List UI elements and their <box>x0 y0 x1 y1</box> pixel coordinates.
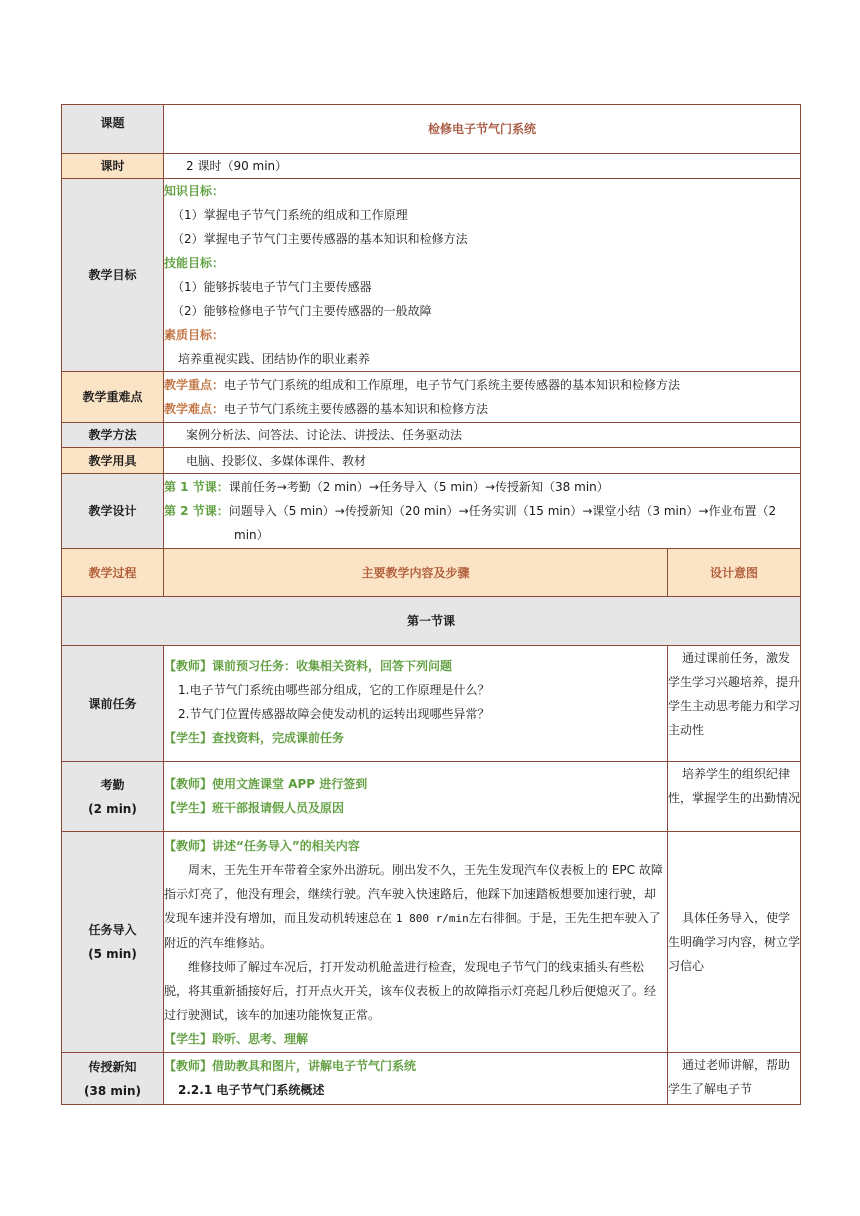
hard-title: 教学难点： <box>164 402 225 416</box>
process-header-col3: 设计意图 <box>668 549 801 597</box>
teacher-note: 【教师】讲述“任务导入”的相关内容 <box>164 839 360 853</box>
new-knowledge-intent: 通过老师讲解，帮助学生了解电子节 <box>668 1053 801 1105</box>
attendance-intent: 培养学生的组织纪律性，掌握学生的出勤情况 <box>668 762 801 832</box>
lesson2-text: 问题导入（5 min）→传授新知（20 min）→任务实训（15 min）→课堂小结（3 min）→作业布置（2 min） <box>228 504 777 542</box>
topic-label: 课题 <box>62 105 164 154</box>
question-item: 2.节气门位置传感器故障会使发动机的运转出现哪些异常？ <box>178 707 490 721</box>
lesson1-text: 课前任务→考勤（2 min）→任务导入（5 min）→传授新知（38 min） <box>228 480 609 494</box>
skill-item: （1）能够拆装电子节气门主要传感器 <box>172 280 372 294</box>
teacher-note: 【教师】借助教具和图片，讲解电子节气门系统 <box>164 1059 417 1073</box>
lesson2-title: 第 2 节课： <box>164 504 229 518</box>
difficulty-label: 教学重难点 <box>62 372 164 423</box>
method-label: 教学方法 <box>62 423 164 448</box>
design-label: 教学设计 <box>62 474 164 549</box>
key-text: 电子节气门系统的组成和工作原理，电子节气门系统主要传感器的基本知识和检修方法 <box>224 378 681 392</box>
hours-label: 课时 <box>62 154 164 179</box>
process-header-col2: 主要教学内容及步骤 <box>164 549 668 597</box>
teacher-note: 【教师】课前预习任务：收集相关资料，回答下列问题 <box>164 659 453 673</box>
objectives-content <box>164 179 801 372</box>
teacher-note: 【教师】使用文旌课堂 APP 进行签到 <box>164 777 368 791</box>
task-intro-label: 任务导入 (5 min) <box>62 832 164 1053</box>
lesson1-title: 第 1 节课： <box>164 480 229 494</box>
section-heading: 第一节课 <box>62 597 801 646</box>
objectives-label: 教学目标 <box>62 179 164 372</box>
attendance-content <box>164 762 668 832</box>
attendance-label: 考勤 (2 min) <box>62 762 164 832</box>
knowledge-item: （1）掌握电子节气门系统的组成和工作原理 <box>172 208 408 222</box>
difficulty-content <box>164 372 801 423</box>
page-title: 检修电子节气门系统 <box>164 105 801 154</box>
student-note: 【学生】查找资料，完成课前任务 <box>164 731 345 745</box>
hard-text: 电子节气门系统主要传感器的基本知识和检修方法 <box>224 402 489 416</box>
skill-title: 技能目标： <box>164 256 225 270</box>
pre-task-content <box>164 646 668 762</box>
key-title: 教学重点： <box>164 378 225 392</box>
question-item: 1.电子节气门系统由哪些部分组成，它的工作原理是什么？ <box>178 683 490 697</box>
tools-label: 教学用具 <box>62 448 164 474</box>
task-intro-intent: 具体任务导入，使学生明确学习内容，树立学习信心 <box>668 832 801 1053</box>
pre-task-label: 课前任务 <box>62 646 164 762</box>
tools-value: 电脑、投影仪、多媒体课件、教材 <box>164 448 801 474</box>
method-value: 案例分析法、问答法、讨论法、讲授法、任务驱动法 <box>164 423 801 448</box>
knowledge-title: 知识目标： <box>164 184 225 198</box>
student-note: 【学生】班干部报请假人员及原因 <box>164 801 345 815</box>
design-content <box>164 474 801 549</box>
lesson-plan-table <box>61 104 801 1105</box>
quality-item: 培养重视实践、团结协作的职业素养 <box>178 352 371 366</box>
hours-value: 2 课时（90 min） <box>164 154 801 179</box>
process-header-col1: 教学过程 <box>62 549 164 597</box>
pre-task-intent: 通过课前任务，激发学生学习兴趣培养，提升学生主动思考能力和学习主动性 <box>668 646 801 762</box>
story-paragraph: 周末，王先生开车带着全家外出游玩。刚出发不久，王先生发现汽车仪表板上的 EPC 故障指示灯亮了，他没有理会，继续行驶。汽车驶入快速路后，他踩下加速踏板想要加速行驶，却发现车速并没有增加，而且发动机转速总在 1 800 r/min左右徘徊。于是，王先生把车驶入了附近的汽车维修站。 <box>164 863 663 950</box>
story-paragraph: 维修技师了解过车况后，打开发动机舱盖进行检查，发现电子节气门的线束插头有些松脱，将其重新插接好后，打开点火开关，该车仪表板上的故障指示灯亮起几秒后便熄灭了。经过行驶测试，该车的加速功能恢复正常。 <box>164 960 657 1022</box>
quality-title: 素质目标： <box>164 328 225 342</box>
new-knowledge-label: 传授新知 (38 min) <box>62 1053 164 1105</box>
task-intro-content <box>164 832 668 1053</box>
knowledge-item: （2）掌握电子节气门主要传感器的基本知识和检修方法 <box>172 232 468 246</box>
subsection-title: 2.2.1 电子节气门系统概述 <box>178 1083 325 1097</box>
new-knowledge-content <box>164 1053 668 1105</box>
student-note: 【学生】聆听、思考、理解 <box>164 1032 309 1046</box>
skill-item: （2）能够检修电子节气门主要传感器的一般故障 <box>172 304 432 318</box>
